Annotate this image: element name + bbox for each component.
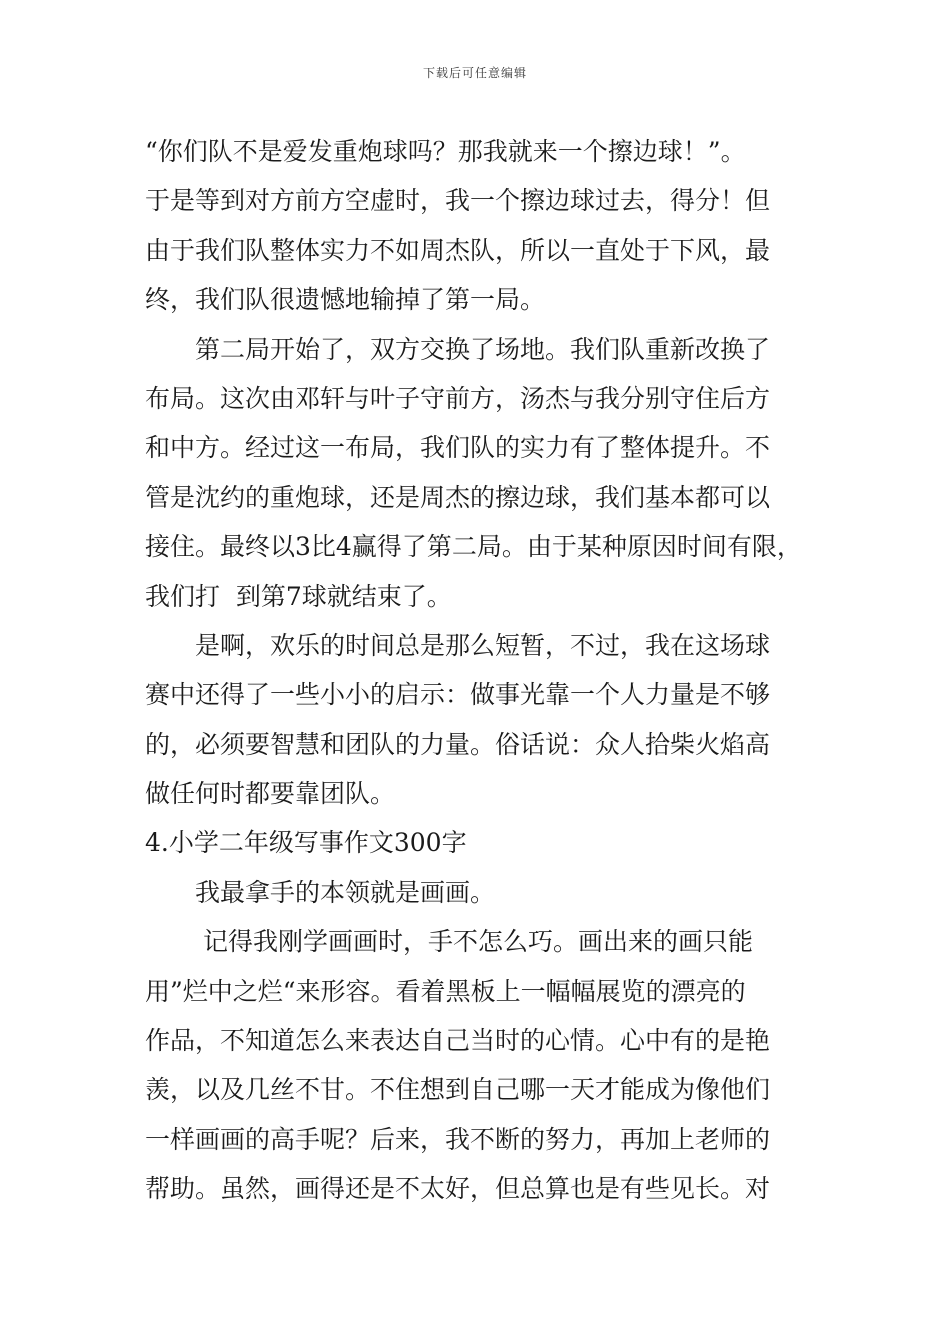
- text-line: 用”烂中之烂“来形容。看着黑板上一幅幅展览的漂亮的: [145, 976, 746, 1006]
- text-line: 第二局开始了，双方交换了场地。我们队重新改换了: [195, 334, 771, 364]
- text-line: 于是等到对方前方空虚时，我一个擦边球过去，得分！但: [145, 186, 771, 216]
- document-body: [145, 127, 815, 1214]
- text-line: 作品，不知道怎么来表达自己当时的心情。心中有的是艳: [145, 1026, 771, 1056]
- text-line: 由于我们队整体实力不如周杰队，所以一直处于下风，最: [145, 235, 771, 265]
- text-line: 布局。这次由邓轩与叶子守前方，汤杰与我分别守住后方: [145, 383, 771, 413]
- text-line: 的，必须要智慧和团队的力量。俗话说：众人拾柴火焰高: [145, 729, 771, 759]
- text-line: 接住。最终以3比4赢得了第二局。由于某种原因时间有限，: [145, 532, 802, 562]
- text-line: 我最拿手的本领就是画画。: [195, 877, 496, 907]
- text-line: 终，我们队很遗憾地输掉了第一局。: [145, 285, 546, 315]
- page-header: 下载后可任意编辑: [422, 66, 527, 80]
- text-line: 一样画画的高手呢？后来，我不断的努力，再加上老师的: [145, 1124, 771, 1154]
- text-line: 管是沈约的重炮球，还是周杰的擦边球，我们基本都可以: [145, 482, 771, 512]
- text-line: 是啊，欢乐的时间总是那么短暂，不过，我在这场球: [195, 630, 771, 660]
- text-line: 和中方。经过这一布局，我们队的实力有了整体提升。不: [145, 433, 771, 463]
- text-line: 帮助。虽然，画得还是不太好，但总算也是有些见长。对: [145, 1174, 771, 1204]
- text-line: 我们打 到第7球就结束了。: [145, 581, 452, 611]
- text-line: 羡，以及几丝不甘。不住想到自己哪一天才能成为像他们: [145, 1075, 771, 1105]
- text-line: “你们队不是爱发重炮球吗？那我就来一个擦边球！”。: [145, 137, 746, 166]
- text-line: 赛中还得了一些小小的启示：做事光靠一个人力量是不够: [145, 680, 771, 710]
- text-line: 记得我刚学画画时，手不怎么巧。画出来的画只能: [195, 927, 753, 957]
- text-line: 4.小学二年级写事作文300字: [145, 828, 467, 858]
- text-line: 做任何时都要靠团队。: [145, 779, 396, 809]
